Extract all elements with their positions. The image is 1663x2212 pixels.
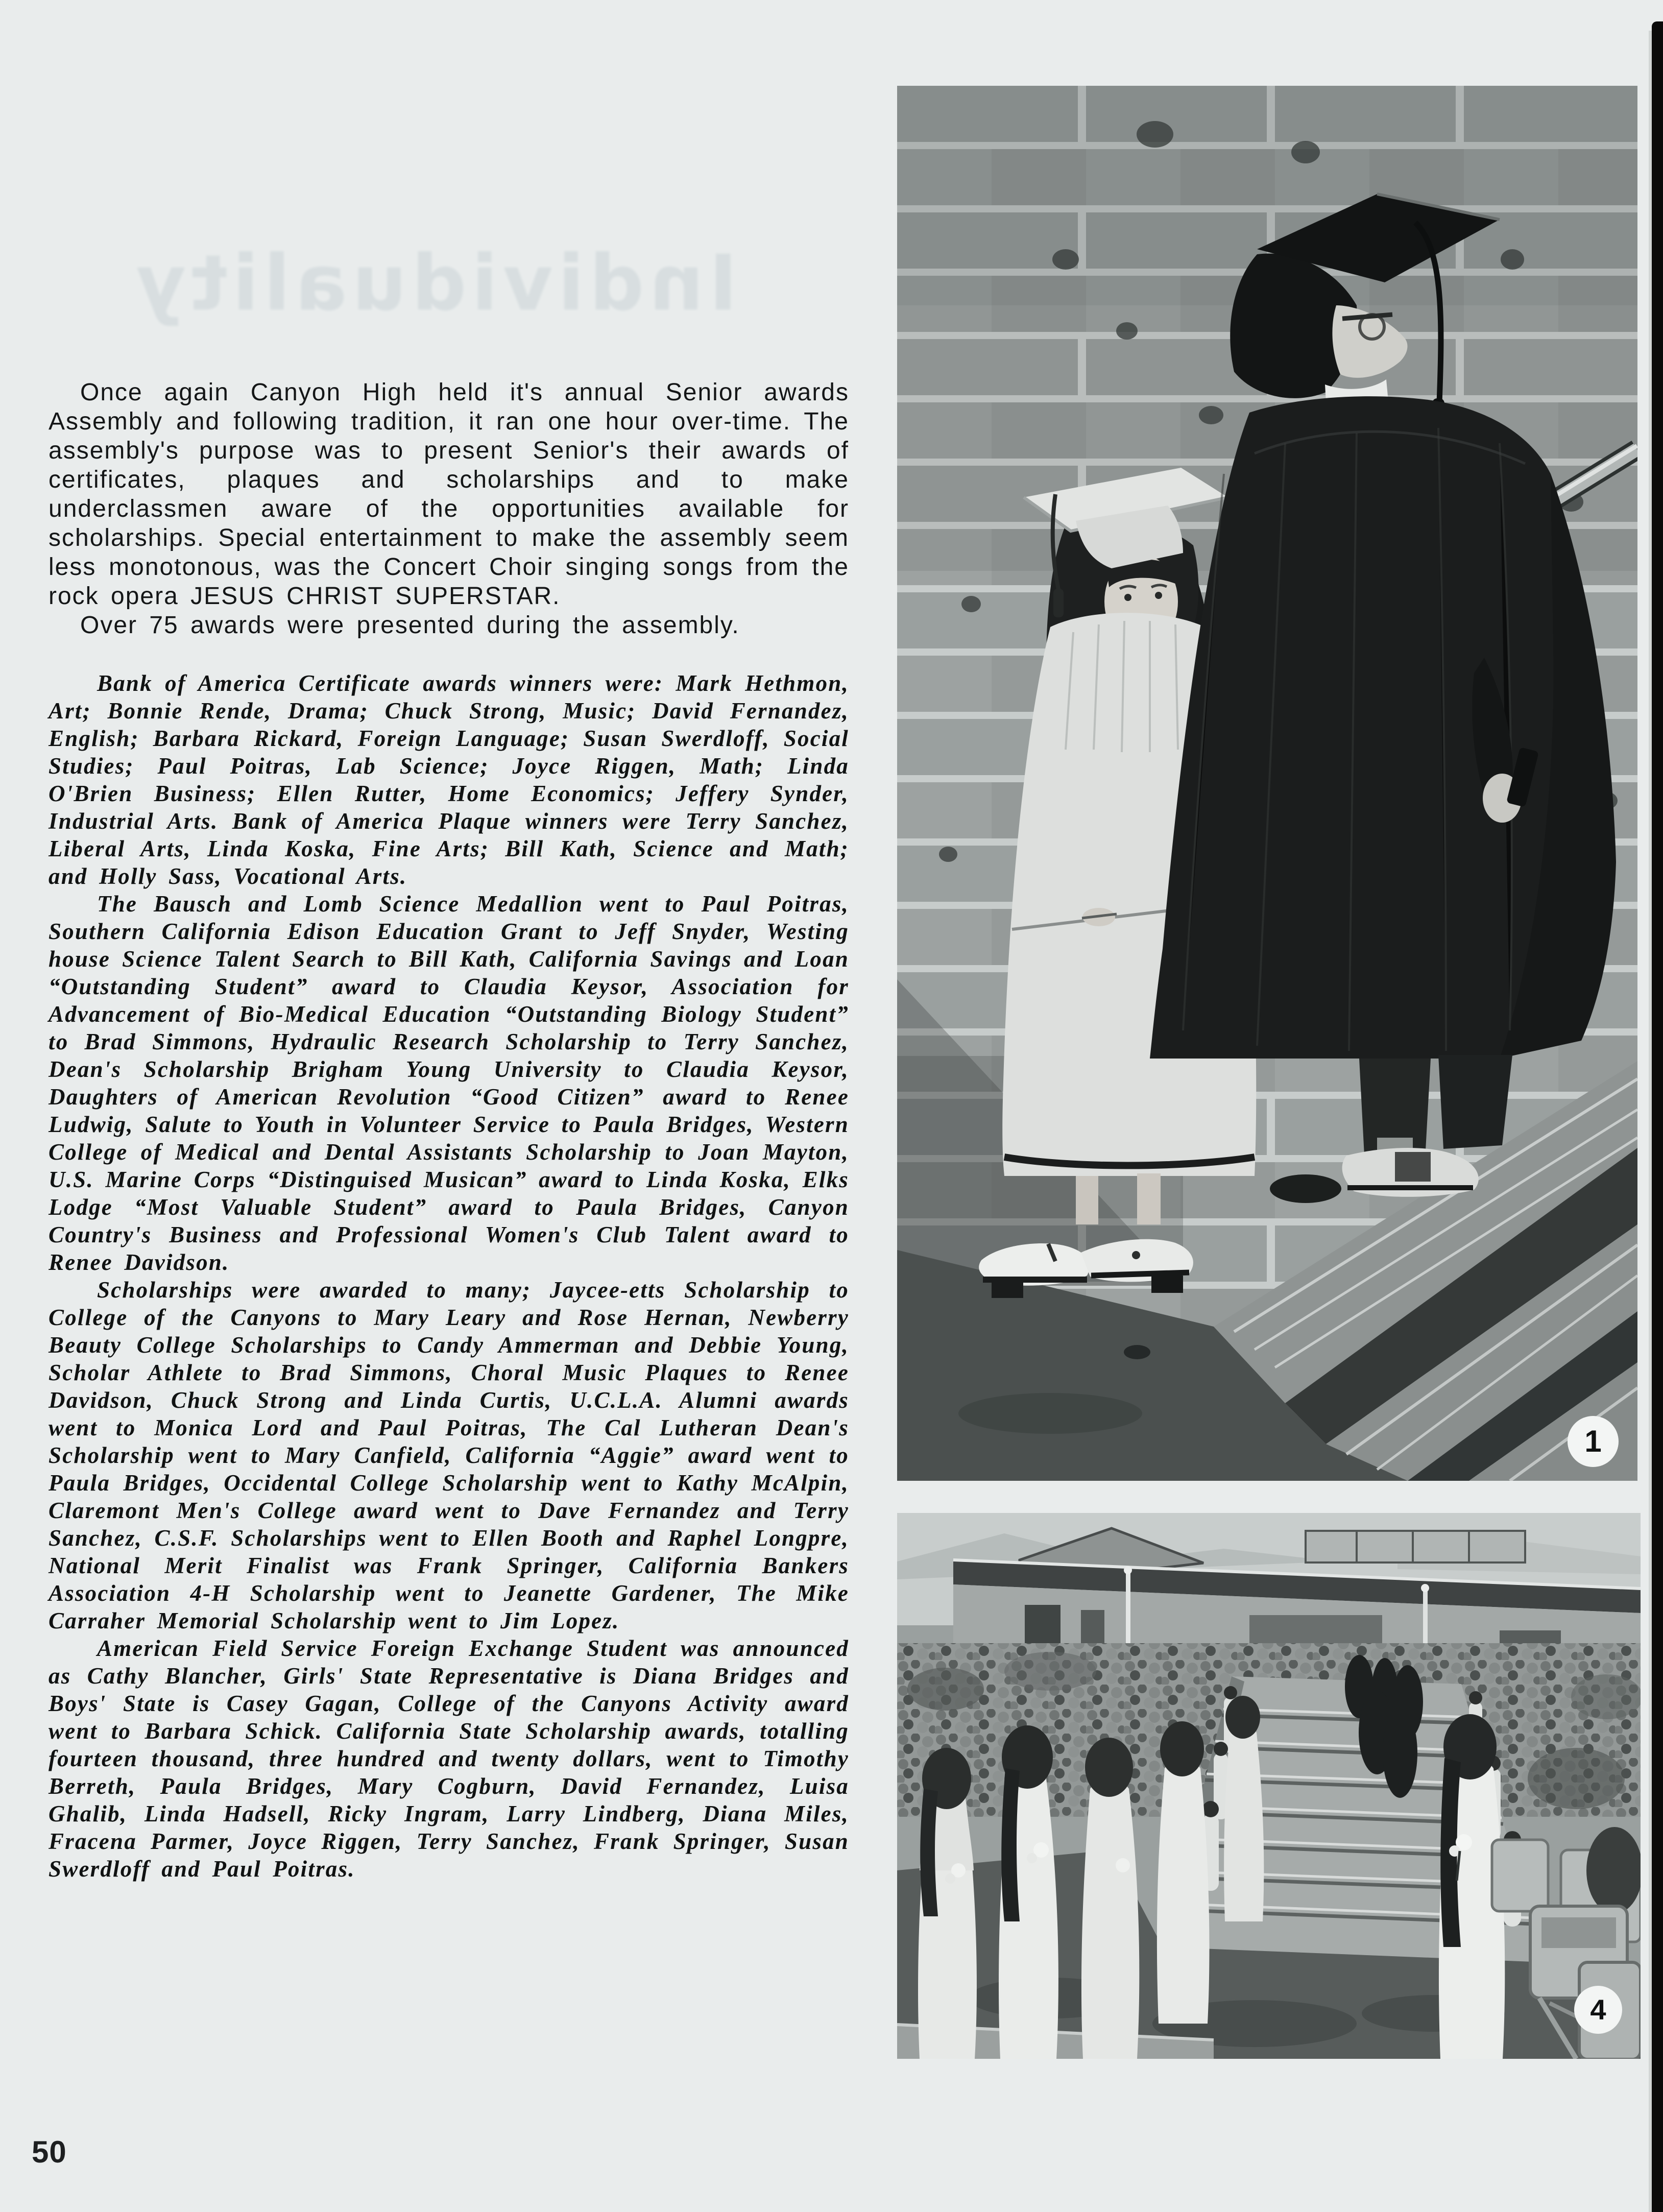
page-number: 50 — [32, 2135, 67, 2169]
photo-number-badge: 1 — [1568, 1416, 1619, 1467]
assembly-photo-illustration — [897, 1513, 1641, 2059]
awards-paragraph-bank-of-america: Bank of America Certificate awards winners were: Mark Hethmon, Art; Bonnie Rende, Drama; Chuck Strong, Music; David Fernandez, English; Barbara Rickard, Foreign Language; Susan Swerdloff, Social Studies; Paul Poitras, Lab Science; Joyce Riggen, Math; Linda O'Brien Business; Ellen Rutter, Home Economics; Jeffery Synder, Industrial Arts. Bank of America Plaque winners were Terry Sanchez, Liberal Arts, Linda Koska, Fine Arts; Bill Kath, Science and Math; and Holly Sass, Vocational Arts. — [49, 670, 849, 889]
article-text-column — [49, 378, 849, 1883]
intro-paragraph: Once again Canyon High held it's annual Senior awards Assembly and following tradition, it ran one hour over-time. The assembly's purpose was to present Senior's their awards of certificates, plaques and scholarships and to make underclassmen aware of the opportunities available for scholarships. Special entertainment to make the assembly seem less monotonous, was the Concert Choir singing songs from the rock opera JESUS CHRIST SUPERSTAR. — [49, 379, 849, 610]
photo-awards-assembly-crowd — [897, 1513, 1641, 2059]
awards-paragraph-state-awards: American Field Service Foreign Exchange Student was announced as Cathy Blancher, Girls' State Representative is Diana Bridges and Boys' State is Casey Gagan, College of the Canyons Activity award went to Barbara Schick. California State Scholarship awards, totalling fourteen thousand, three hundred and twenty dollars, went to Timothy Berreth, Paula Bridges, Mary Cogburn, David Fernandez, Luisa Ghalib, Linda Hadsell, Ricky Ingram, Larry Lindberg, Diana Miles, Fracena Parmer, Joyce Riggen, Terry Sanchez, Frank Springer, Susan Swerdloff and Paul Poitras. — [49, 1636, 849, 1882]
photo-number-badge: 4 — [1574, 1986, 1622, 2034]
awards-paragraph-scholarships: Scholarships were awarded to many; Jaycee-etts Scholarship to College of the Canyons to Mary Leary and Rose Hernan, Newberry Beauty College Scholarships to Candy Ammerman and Debbie Young, Scholar Athlete to Brad Simmons, Choral Music Plaques to Renee Davidson, Chuck Strong and Linda Curtis, U.C.L.A. Alumni awards went to Monica Lord and Paul Poitras, The Cal Lutheran Dean's Scholarship went to Mary Canfield, California “Aggie” award went to Paula Bridges, Occidental College Scholarship went to Kathy McAlpin, Claremont Men's College award went to Dave Fernandez and Terry Sanchez, C.S.F. Scholarships went to Ellen Booth and Raphel Longpre, National Merit Finalist was Frank Springer, California Bankers Association 4-H Scholarship went to Jeanette Gardener, The Mike Carraher Memorial Scholarship went to Jim Lopez. — [49, 1277, 849, 1633]
intro-awards-count-line: Over 75 awards were presented during the assembly. — [80, 612, 740, 639]
scan-edge-strip — [1652, 21, 1663, 2212]
bleed-through-text: Individuality — [130, 239, 738, 328]
awards-paragraph-medallions-grants: The Bausch and Lomb Science Medallion went to Paul Poitras, Southern California Edison Education Grant to Jeff Snyder, Westing house Science Talent Search to Bill Kath, California Savings and Loan “Outstanding Student” award to Claudia Keysor, Association for Advancement of Bio-Medical Education “Outstanding Biology Student” to Brad Simmons, Hydraulic Research Scholarship to Terry Sanchez, Dean's Scholarship Brigham Young University to Claudia Keysor, Daughters of American Revolution “Good Citizen” award to Renee Ludwig, Salute to Youth in Volunteer Service to Paula Bridges, Western College of Medical and Dental Assistants Scholarship to Joan Mayton, U.S. Marine Corps “Distinguised Musican” award to Linda Koska, Elks Lodge “Most Valuable Student” award to Paula Bridges, Canyon Country's Business and Professional Women's Club Talent award to Renee Davidson. — [49, 891, 849, 1275]
photo-graduates-on-steps — [897, 86, 1637, 1481]
graduates-photo-illustration — [897, 86, 1637, 1481]
